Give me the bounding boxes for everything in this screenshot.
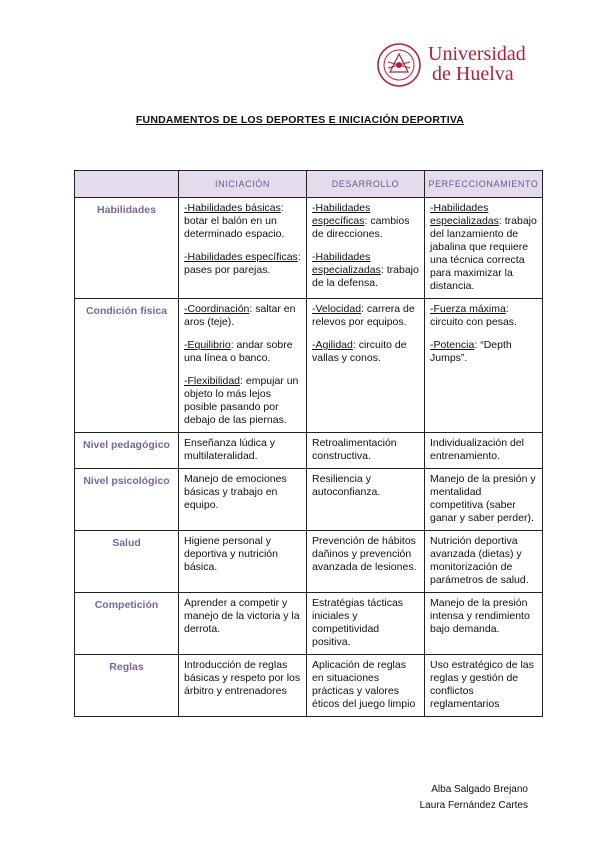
cell-paragraph [312,339,419,365]
cell-paragraph [430,339,537,365]
cell-term: -Velocidad [312,303,362,315]
cell-text: Uso estratégico de las reglas y gestión de conflictos reglamentarios [430,659,534,710]
table-cell [425,469,543,531]
cell-paragraph [430,535,537,587]
row-header: Habilidades [75,198,179,299]
table-header-row [75,171,543,198]
cell-text: : circuito con pesas. [430,303,517,328]
cell-term: -Equilibrio [184,339,231,351]
cell-text: : andar sobre una línea o banco. [184,339,293,364]
cell-text: : saltar en aros (teje). [184,303,296,328]
cell-text: Higiene personal y deportiva y nutrición básica. [184,535,278,573]
table-row [75,593,543,655]
cell-term: -Fuerza máxima [430,303,506,315]
cell-paragraph [184,473,301,512]
table-cell [307,531,425,593]
table-cell [425,299,543,433]
cell-paragraph [312,535,419,574]
cell-text: Prevención de hábitos dañinos y prevención avanzada de lesiones. [312,535,417,573]
cell-paragraph [184,597,301,636]
table-cell [307,299,425,433]
table-cell [425,198,543,299]
table-cell [307,593,425,655]
row-header: Reglas [75,655,179,717]
cell-text: : trabajo de la defensa. [312,264,419,289]
table-cell [179,593,307,655]
table-cell [179,299,307,433]
row-header: Nivel pedagógico [75,433,179,469]
cell-paragraph [184,202,301,241]
column-header-desarrollo: DESARROLLO [307,171,425,198]
row-header: Nivel psicológico [75,469,179,531]
table-cell [307,655,425,717]
cell-text: : cambios de direcciones. [312,215,410,240]
cell-term: -Habilidades específicas [312,202,371,227]
cell-text: Aprender a competir y manejo de la victoria y la derrota. [184,597,300,635]
table-row [75,299,543,433]
cell-text: Manejo de emociones básicas y trabajo en equipo. [184,473,287,511]
university-logo [376,42,526,88]
table-cell [179,531,307,593]
table-row [75,531,543,593]
table-cell [307,198,425,299]
cell-term: -Habilidades específicas [184,251,298,263]
column-header-perfeccionamiento: PERFECCIONAMIENTO [425,171,543,198]
table-cell [307,433,425,469]
table-row [75,655,543,717]
cell-text: Resiliencia y autoconfianza. [312,473,381,498]
cell-paragraph [430,202,537,293]
cell-text: : carrera de relevos por equipos. [312,303,415,328]
table-cell [425,655,543,717]
cell-paragraph [312,251,419,290]
cell-paragraph [184,339,301,365]
sports-stages-table [74,170,543,717]
cell-term: -Flexibilidad [184,375,241,387]
cell-term: -Potencia [430,339,475,351]
table-cell [425,433,543,469]
cell-text: : trabajo del lanzamiento de jabalina que requiere una técnica correcta para maximizar la distancia. [430,215,537,292]
cell-paragraph [184,375,301,427]
table-cell [179,655,307,717]
cell-paragraph [312,597,419,649]
cell-paragraph [184,535,301,574]
table-row [75,198,543,299]
cell-paragraph [430,659,537,711]
table-corner [75,171,179,198]
cell-text: : circuito de vallas y conos. [312,339,407,364]
document-title: FUNDAMENTOS DE LOS DEPORTES E INICIACIÓN DEPORTIVA [135,114,465,126]
table-row [75,433,543,469]
university-name-line1: Universidad [428,43,526,65]
cell-text: : “Depth Jumps”. [430,339,512,364]
cell-text: : botar el balón en un determinado espacio. [184,202,285,240]
table-row [75,469,543,531]
cell-text: Nutrición deportiva avanzada (dietas) y monitorización de parámetros de salud. [430,535,529,586]
cell-paragraph [312,473,419,499]
row-header: Salud [75,531,179,593]
cell-text: Introducción de reglas básicas y respeto por los árbitro y entrenadores [184,659,301,697]
table-cell [425,593,543,655]
cell-term: -Coordinación [184,303,250,315]
cell-paragraph [430,303,537,329]
cell-paragraph [184,659,301,698]
cell-term: -Habilidades especializadas [430,202,499,227]
cell-paragraph [430,437,537,463]
cell-paragraph [312,202,419,241]
cell-text: : empujar un objeto lo más lejos posible pasando por debajo de las piernas. [184,375,299,426]
cell-paragraph [312,303,419,329]
cell-paragraph [430,597,537,636]
cell-text: : pases por parejas. [184,251,301,276]
cell-text: Manejo de la presión intensa y rendimiento bajo demanda. [430,597,530,635]
cell-paragraph [184,303,301,329]
column-header-iniciacion: INICIACIÓN [179,171,307,198]
cell-paragraph [184,437,301,463]
authors-block [420,782,528,814]
cell-text: Estratégias tácticas iniciales y competitividad positiva. [312,597,404,648]
university-name-line2: de Huelva [432,63,514,85]
table-cell [179,198,307,299]
cell-text: Individualización del entrenamiento. [430,437,524,462]
cell-text: Enseñanza lúdica y multilateralidad. [184,437,276,462]
table-cell [179,469,307,531]
cell-paragraph [430,473,537,525]
table-cell [179,433,307,469]
row-header: Condición física [75,299,179,433]
cell-term: -Agilidad [312,339,353,351]
cell-paragraph [184,251,301,277]
table-cell [307,469,425,531]
row-header: Competición [75,593,179,655]
cell-term: -Habilidades especializadas [312,251,381,276]
author-name: Laura Fernández Cartes [419,800,528,811]
cell-text: Aplicación de reglas en situaciones prácticas y valores éticos del juego limpio [312,659,416,710]
cell-paragraph [312,437,419,463]
cell-term: -Habilidades básicas [184,202,281,214]
table-cell [425,531,543,593]
cell-text: Retroalimentación constructiva. [312,437,397,462]
cell-paragraph [312,659,419,711]
author-name: Alba Salgado Brejano [431,784,528,795]
university-seal-icon [376,42,422,88]
cell-text: Manejo de la presión y mentalidad competitiva (saber ganar y saber perder). [430,473,536,524]
